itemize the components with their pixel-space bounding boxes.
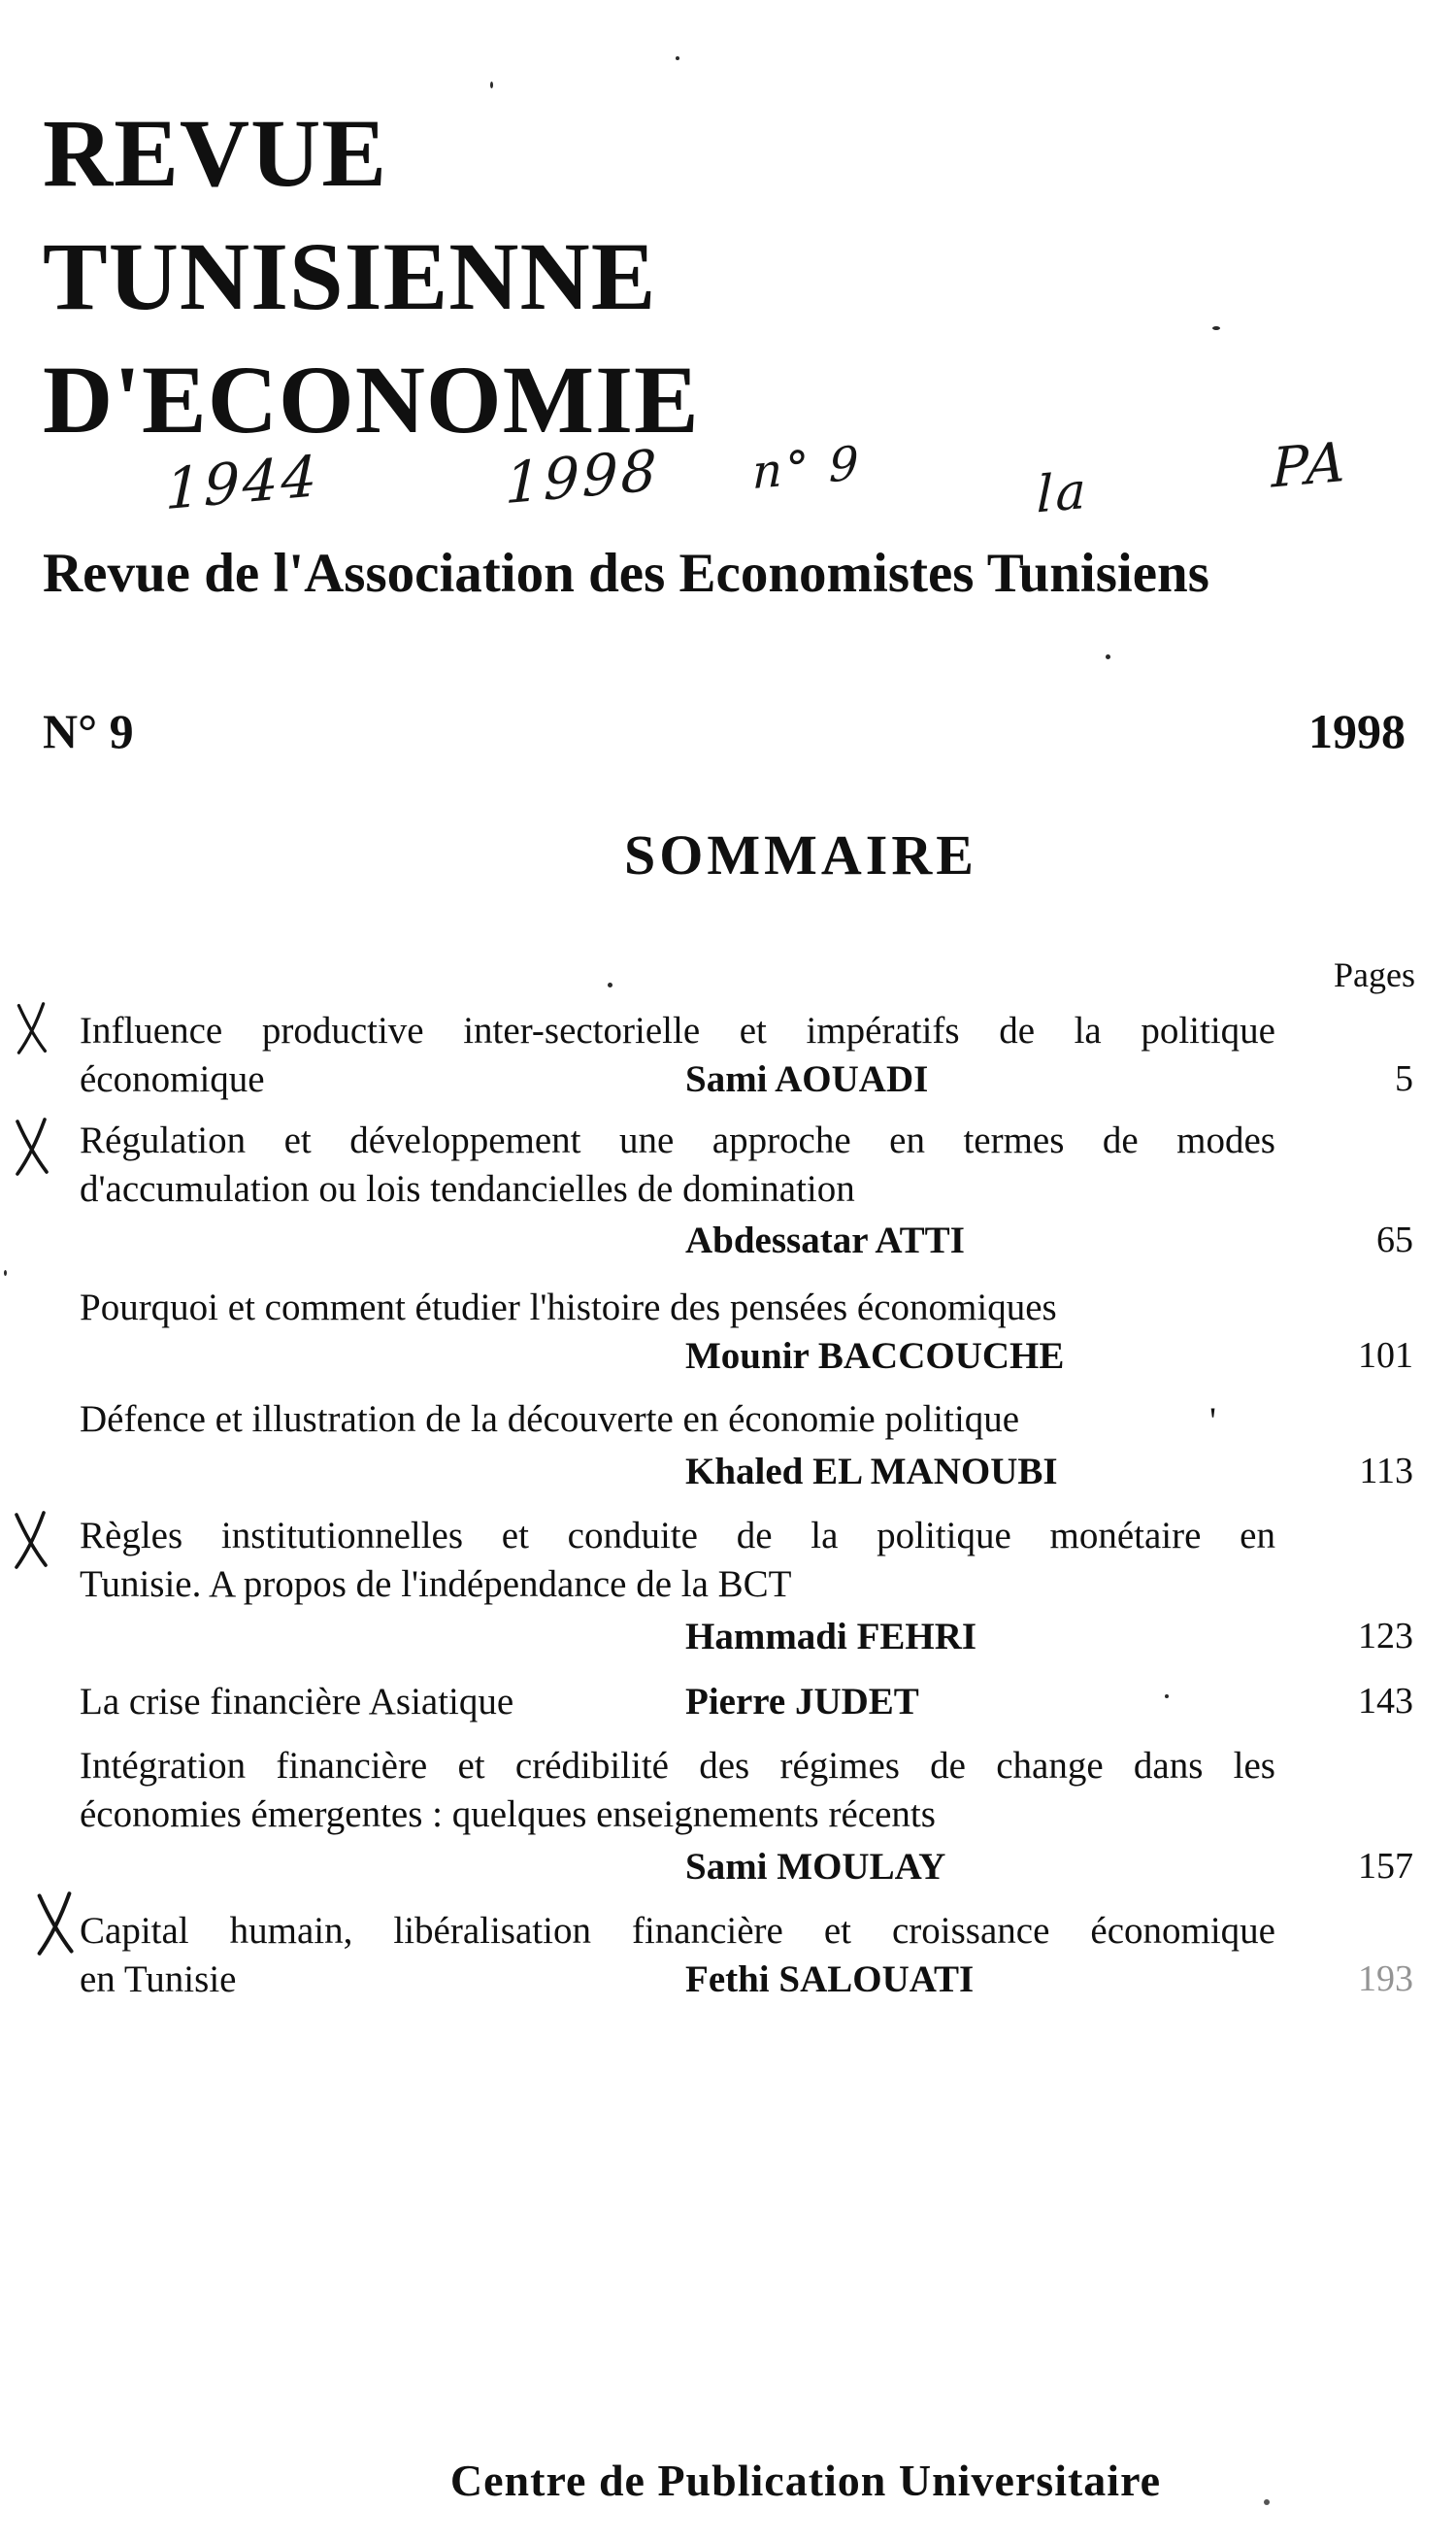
toc-entry-page-number: 143 <box>1358 1681 1413 1722</box>
toc-entry-page-number: 113 <box>1359 1451 1413 1491</box>
scan-speck <box>608 983 612 987</box>
toc-entry-title: La crise financière Asiatique <box>80 1681 514 1723</box>
toc-entry-author: Sami MOULAY <box>685 1846 946 1888</box>
journal-title-line-2: TUNISIENNE <box>43 222 657 330</box>
handwritten-cross-mark <box>8 1511 52 1569</box>
scan-speck <box>1165 1694 1169 1698</box>
handwritten-year-1944: 1944 <box>164 442 320 523</box>
handwritten-initials: PA <box>1271 430 1349 501</box>
journal-title-line-3: D'ECONOMIE <box>43 346 700 453</box>
toc-entry-title-continuation: économique <box>80 1058 265 1100</box>
scan-speck <box>676 56 679 60</box>
toc-entry-author: Sami AOUADI <box>685 1058 929 1100</box>
toc-entry-title-line: Pourquoi et comment étudier l'histoire des pensées économiques <box>80 1287 1057 1328</box>
journal-title <box>43 91 700 461</box>
toc-entry-page-number: 157 <box>1358 1846 1413 1887</box>
toc-entry-author-row <box>0 1848 1456 1898</box>
toc-entry-page-number: 5 <box>1395 1058 1413 1099</box>
toc-entry-author: Hammadi FEHRI <box>685 1616 977 1657</box>
toc-entry-author: Fethi SALOUATI <box>685 1958 975 2000</box>
pages-column-header: Pages <box>1334 955 1415 994</box>
toc-entry-author: Khaled EL MANOUBI <box>685 1451 1058 1492</box>
toc-entry-author-row <box>0 1960 1456 2011</box>
toc-entry-author-row <box>0 1683 1456 1733</box>
journal-subtitle: Revue de l'Association des Economistes Tunisiens <box>43 543 1209 604</box>
handwritten-cross-mark <box>14 1002 49 1054</box>
scan-speck <box>1264 2499 1270 2505</box>
handwritten-issue-number: n° 9 <box>751 435 862 501</box>
toc-entry-page-number: 123 <box>1358 1616 1413 1656</box>
issue-row <box>0 704 1456 765</box>
scan-speck <box>4 1270 7 1276</box>
scan-speck <box>1106 654 1110 659</box>
toc-entry-title-line: d'accumulation ou lois tendancielles de domination <box>80 1168 855 1210</box>
stray-apostrophe-mark: ' <box>1209 1400 1217 1442</box>
toc-entry-title-line: Régulation et développement une approche en termes de modes <box>80 1120 1275 1161</box>
toc-entry-title-line: économies émergentes : quelques enseignements récents <box>80 1793 936 1835</box>
toc-entry-title-line: Défence et illustration de la découverte en économie politique <box>80 1398 1020 1440</box>
issue-year: 1998 <box>1308 704 1406 758</box>
toc-entry-author-row <box>0 1453 1456 1503</box>
publisher-footer: Centre de Publication Universitaire <box>449 2456 1162 2505</box>
toc-entry-title-line: Règles institutionnelles et conduite de la politique monétaire en <box>80 1515 1275 1556</box>
toc-entry-author: Pierre JUDET <box>685 1681 919 1723</box>
toc-entry-title-line: Intégration financière et crédibilité des régimes de change dans les <box>80 1745 1275 1787</box>
issue-number: N° 9 <box>43 704 134 758</box>
handwritten-cross-mark <box>33 1890 76 1957</box>
scan-speck <box>490 82 493 88</box>
toc-entry-author-row <box>0 1221 1456 1272</box>
toc-entry-author-row <box>0 1060 1456 1111</box>
toc-entry-page-number: 101 <box>1358 1335 1413 1376</box>
toc-entry-page-number: 65 <box>1376 1220 1413 1260</box>
toc-entry-author: Abdessatar ATTI <box>685 1220 965 1261</box>
scan-speck <box>1212 326 1220 330</box>
toc-heading: SOMMAIRE <box>624 823 977 886</box>
journal-title-line-1: REVUE <box>43 99 388 207</box>
handwritten-cross-mark <box>12 1117 50 1177</box>
toc-entry-author-row <box>0 1337 1456 1388</box>
toc-entry-title-line: Capital humain, libéralisation financière et croissance économique <box>80 1910 1275 1952</box>
handwritten-word-la: la <box>1036 461 1090 525</box>
toc-entry-title-continuation: en Tunisie <box>80 1958 237 2000</box>
handwritten-year-1998: 1998 <box>504 436 660 518</box>
toc-entry-title-line: Tunisie. A propos de l'indépendance de la BCT <box>80 1563 792 1605</box>
toc-entry-page-number: 193 <box>1358 1958 1413 1999</box>
toc-entry-author-row <box>0 1618 1456 1668</box>
toc-entry-title-line: Influence productive inter-sectorielle et impératifs de la politique <box>80 1010 1275 1052</box>
toc-entry-author: Mounir BACCOUCHE <box>685 1335 1065 1377</box>
